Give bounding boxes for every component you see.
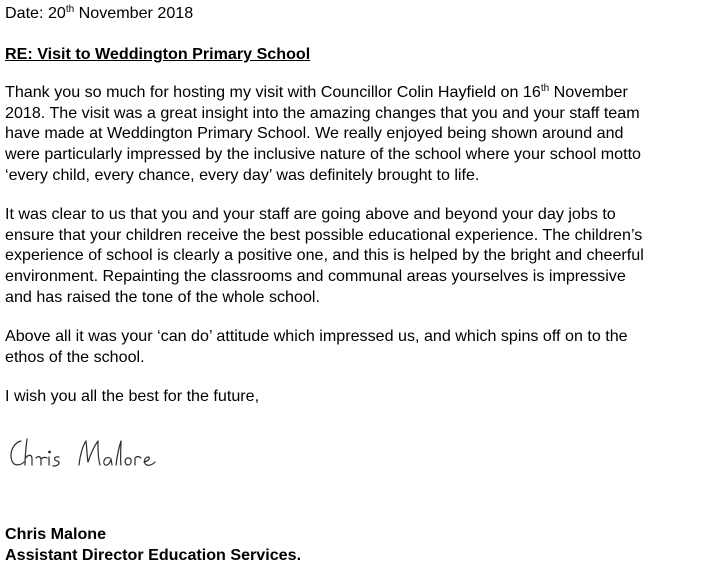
- paragraph-line: were particularly impressed by the inclusive nature of the school where your school motto: [5, 144, 642, 163]
- p1-ordinal: th: [540, 83, 550, 95]
- paragraph-line: ensure that your children receive the best possible educational experience. The children’s: [5, 225, 643, 244]
- paragraph-1: [5, 82, 725, 185]
- paragraph-line: and has raised the tone of the whole school.: [5, 287, 320, 306]
- paragraph-line: environment. Repainting the classrooms and communal areas yourselves is impressive: [5, 266, 626, 285]
- date-prefix: Date: 20: [5, 4, 66, 22]
- paragraph-line: ‘every child, every chance, every day’ was definitely brought to life.: [5, 165, 480, 184]
- paragraph-line: ethos of the school.: [5, 347, 145, 366]
- paragraph-2: [5, 204, 725, 307]
- paragraph-3: [5, 326, 725, 367]
- paragraph-line: It was clear to us that you and your staff are going above and beyond your day jobs to: [5, 205, 616, 224]
- paragraph-line: 2018. The visit was a great insight into the amazing changes that you and your staff team: [5, 103, 640, 122]
- signature-image: [7, 435, 167, 475]
- paragraph-line: Above all it was your ‘can do’ attitude which impressed us, and which spins off on to the: [5, 327, 628, 346]
- letter-subject: RE: Visit to Weddington Primary School: [5, 44, 311, 63]
- sender-name: Chris Malone: [5, 524, 107, 543]
- paragraph-line: have made at Weddington Primary School. We really enjoyed being shown around and: [5, 124, 624, 143]
- p1-line1-prefix: Thank you so much for hosting my visit with Councillor Colin Hayfield on 16: [5, 83, 541, 102]
- date-ordinal: th: [65, 4, 75, 15]
- letter-date: [5, 3, 725, 24]
- closing-line: I wish you all the best for the future,: [5, 387, 260, 406]
- sender-title: Assistant Director Education Services.: [5, 545, 302, 564]
- handwritten-signature: [5, 435, 725, 479]
- p1-line1-suffix: November: [549, 83, 628, 102]
- date-suffix: November 2018: [74, 4, 194, 22]
- letter: [5, 3, 725, 565]
- paragraph-line: [5, 82, 725, 103]
- paragraph-line: experience of school is clearly a positive one, and this is helped by the bright and cheerful: [5, 246, 644, 265]
- closing: [5, 386, 725, 407]
